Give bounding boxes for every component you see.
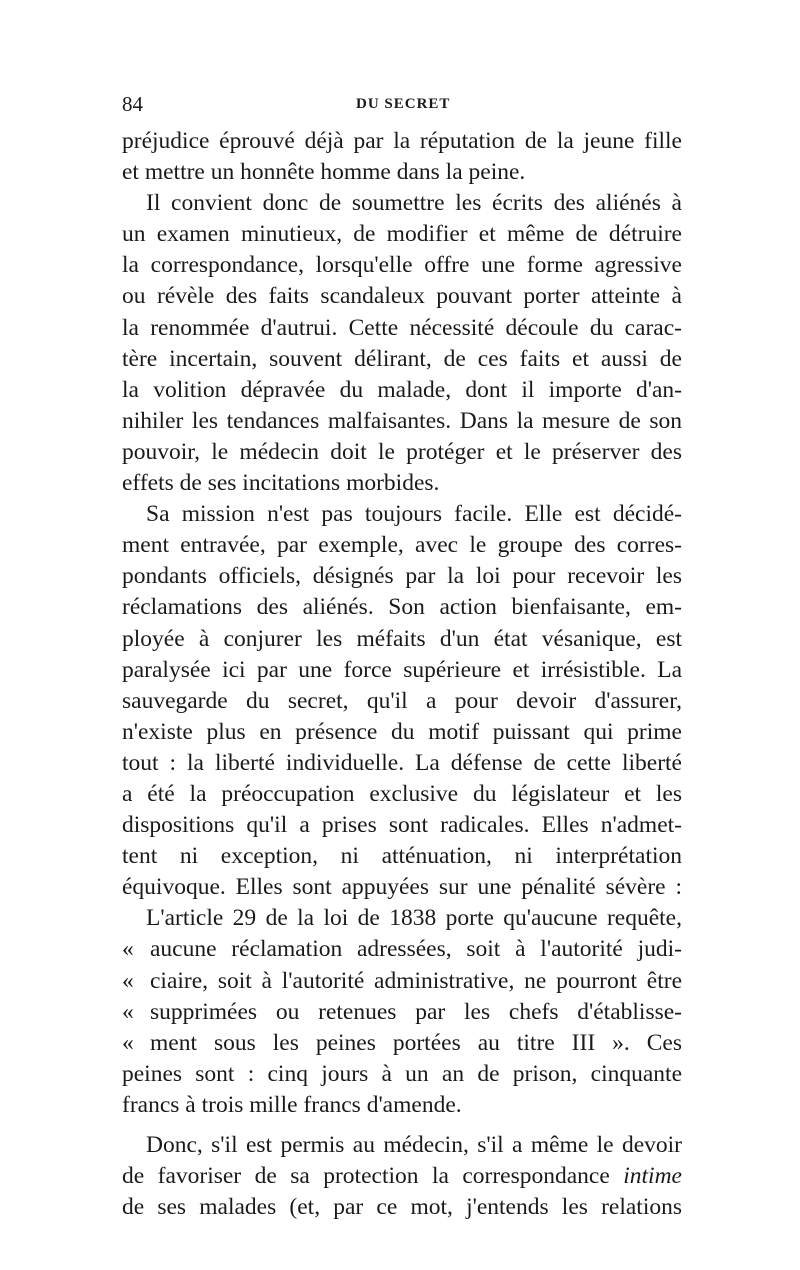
text-line: réclamations des aliénés. Son action bienfaisante, em- — [122, 594, 682, 621]
text-line: ou révèle des faits scandaleux pouvant porter atteinte à — [122, 283, 682, 310]
text-line: tère incertain, souvent délirant, de ces faits et aussi de — [122, 345, 682, 372]
quote-text: ment sous les peines portées au titre III ». Ces — [150, 1029, 682, 1056]
text-segment: de favoriser de sa protection la correspondance — [122, 1163, 610, 1190]
quote-line — [122, 997, 682, 1028]
text-line: pondants officiels, désignés par la loi pour recevoir les — [122, 563, 682, 590]
quote-text: supprimées ou retenues par les chefs d'établisse- — [150, 998, 682, 1025]
text-line: peines sont : cinq jours à un an de prison, cinquante — [122, 1060, 682, 1087]
text-line: Sa mission n'est pas toujours facile. Elle est décidé- — [146, 501, 682, 528]
text-line: Donc, s'il est permis au médecin, s'il a même le devoir — [146, 1132, 682, 1158]
text-line: tent ni exception, ni atténuation, ni interprétation — [122, 843, 682, 870]
text-line: sauvegarde du secret, qu'il a pour devoir d'assurer, — [122, 687, 682, 714]
running-head: DU SECRET — [356, 96, 451, 112]
text-line: la volition dépravée du malade, dont il importe d'an- — [122, 376, 682, 403]
page-header — [122, 92, 682, 120]
quote-text: ciaire, soit à l'autorité administrative, ne pourront être — [150, 967, 682, 994]
quote-mark: « — [122, 936, 134, 963]
text-line: ment entravée, par exemple, avec le groupe des corres- — [122, 532, 682, 559]
text-line: nihiler les tendances malfaisantes. Dans la mesure de son — [122, 407, 682, 434]
text-line: préjudice éprouvé déjà par la réputation de la jeune fille — [122, 128, 682, 154]
text-line: a été la préoccupation exclusive du législateur et les — [122, 780, 682, 807]
quote-line — [122, 934, 682, 965]
text-line: n'existe plus en présence du motif puissant qui prime — [122, 718, 682, 745]
text-line: effets de ses incitations morbides. — [122, 470, 440, 497]
text-line: de ses malades (et, par ce mot, j'entends les relations — [122, 1194, 682, 1221]
text-line: pouvoir, le médecin doit le protéger et le préserver des — [122, 438, 682, 465]
text-line: dispositions qu'il a prises sont radicales. Elles n'admet- — [122, 812, 682, 839]
text-line: ployée à conjurer les méfaits d'un état vésanique, est — [122, 625, 682, 652]
quote-text: aucune réclamation adressées, soit à l'autorité judi- — [150, 936, 682, 963]
body-text — [122, 126, 682, 1223]
page-number: 84 — [122, 92, 143, 116]
text-line: un examen minutieux, de modifier et même de détruire — [122, 221, 682, 248]
quote-mark: « — [122, 998, 134, 1025]
text-line: Il convient donc de soumettre les écrits des aliénés à — [146, 190, 682, 217]
text-line: paralysée ici par une force supérieure et irrésistible. La — [122, 656, 682, 683]
italic-word: intime — [623, 1163, 682, 1190]
text-line: la correspondance, lorsqu'elle offre une forme agressive — [122, 252, 682, 279]
text-line: et mettre un honnête homme dans la peine. — [122, 159, 526, 186]
text-line — [122, 1161, 682, 1192]
text-line: tout : la liberté individuelle. La défense de cette liberté — [122, 749, 682, 776]
quote-mark: « — [122, 967, 134, 994]
quote-line — [122, 966, 682, 997]
quote-mark: « — [122, 1029, 134, 1056]
text-line: équivoque. Elles sont appuyées sur une pénalité sévère : — [122, 874, 682, 901]
text-line: L'article 29 de la loi de 1838 porte qu'aucune requête, — [146, 905, 682, 932]
text-line: francs à trois mille francs d'amende. — [122, 1091, 462, 1118]
text-line: la renommée d'autrui. Cette nécessité découle du carac- — [122, 314, 682, 341]
quote-line — [122, 1028, 682, 1059]
